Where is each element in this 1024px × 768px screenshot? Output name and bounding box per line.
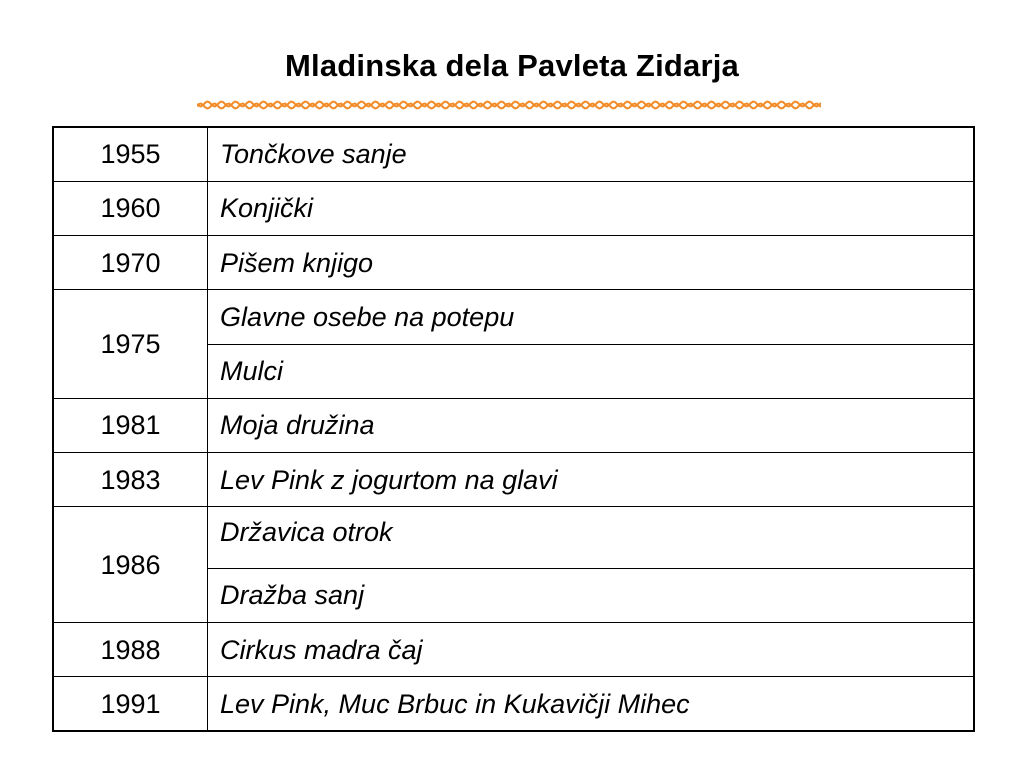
title-cell: Cirkus madra čaj — [208, 622, 975, 676]
year-cell: 1988 — [53, 622, 208, 676]
table-row — [53, 290, 974, 344]
table-row — [53, 622, 974, 676]
year-cell: 1975 — [53, 290, 208, 399]
year-cell: 1983 — [53, 453, 208, 507]
title-cell: Konjički — [208, 181, 975, 235]
decorative-wave-underline — [197, 97, 821, 113]
year-cell: 1955 — [53, 127, 208, 181]
year-cell: 1986 — [53, 507, 208, 623]
year-cell: 1991 — [53, 677, 208, 731]
title-cell: Lev Pink, Muc Brbuc in Kukavičji Mihec — [208, 677, 975, 731]
year-cell: 1981 — [53, 398, 208, 452]
title-cell: Moja družina — [208, 398, 975, 452]
table-row — [53, 398, 974, 452]
table-row — [53, 127, 974, 181]
page-title: Mladinska dela Pavleta Zidarja — [285, 48, 739, 83]
title-cell: Tončkove sanje — [208, 127, 975, 181]
table-row — [53, 181, 974, 235]
works-table — [52, 126, 975, 732]
table-row — [53, 507, 974, 568]
title-cell: Mulci — [208, 344, 975, 398]
title-cell: Lev Pink z jogurtom na glavi — [208, 453, 975, 507]
table-row — [53, 453, 974, 507]
table-row — [53, 236, 974, 290]
title-cell: Glavne osebe na potepu — [208, 290, 975, 344]
year-cell: 1970 — [53, 236, 208, 290]
year-cell: 1960 — [53, 181, 208, 235]
title-cell: Državica otrok — [208, 507, 975, 568]
table-row — [53, 677, 974, 731]
title-cell: Dražba sanj — [208, 568, 975, 622]
title-cell: Pišem knjigo — [208, 236, 975, 290]
